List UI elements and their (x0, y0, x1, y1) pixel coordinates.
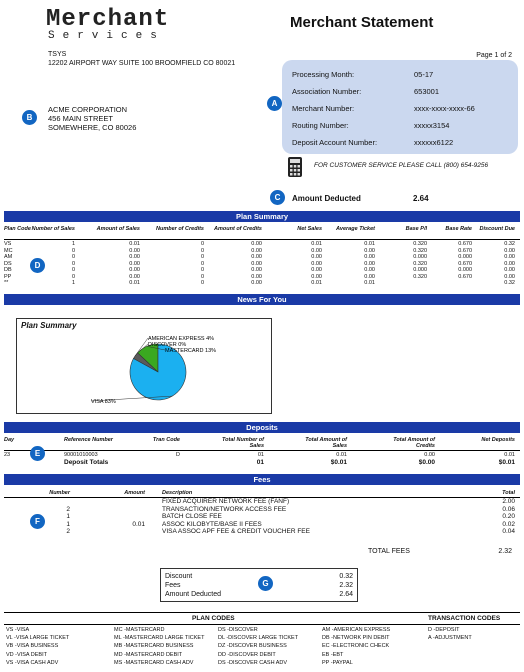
fee-header: Description (162, 490, 193, 496)
plan-cell: 0.00 (129, 273, 140, 280)
deposit-cell: 01 (257, 452, 264, 458)
plan-code-item: EB -EBT (322, 651, 344, 658)
plan-codes-title: PLAN CODES (192, 615, 235, 622)
plan-cell: 0 (200, 273, 204, 280)
total-fees-value: 2.32 (498, 548, 512, 555)
plan-code-item: DS -DISCOVER (218, 627, 258, 633)
plan-cell: 0 (200, 260, 204, 267)
deposit-cell: 23 (4, 452, 11, 458)
plan-cell: MC (4, 247, 13, 254)
page-info: Page 1 of 2 (476, 52, 512, 59)
plan-summary-bar: Plan Summary (4, 211, 520, 222)
plan-code-item: ML -MASTERCARD LARGE TICKET (114, 635, 205, 642)
deposit-totals-amount: $0.01 (330, 459, 347, 466)
plan-header-rule (4, 239, 520, 240)
pie-label: DISCOVER 0% (148, 342, 187, 348)
fee-cell: BATCH CLOSE FEE (162, 513, 222, 520)
deposit-header: Reference Number (64, 437, 113, 443)
fee-cell: 2 (66, 528, 70, 535)
sender-name: TSYS (48, 51, 67, 58)
summary-deducted-label: Amount Deducted (165, 591, 222, 598)
plan-code-item: DS -DISCOVER CASH ADV (218, 659, 288, 666)
plan-cell: 0 (71, 260, 75, 267)
plan-code-item: VS -VISA (6, 627, 30, 633)
plan-cell: 0.00 (251, 260, 262, 267)
plan-cell: 0 (200, 267, 204, 273)
info-value: 05-17 (414, 70, 434, 79)
info-label: Association Number: (292, 87, 362, 96)
plan-cell: 0.320 (413, 260, 427, 267)
plan-cell: AM (4, 254, 13, 260)
plan-cell: 0 (71, 247, 75, 254)
fee-cell: 2 (66, 505, 70, 513)
plan-cell: 0.320 (413, 273, 427, 280)
news-bar: News For You (4, 294, 520, 305)
marker-b: B (22, 110, 37, 125)
plan-code-item: AM -AMERICAN EXPRESS (322, 627, 391, 633)
calculator-icon (287, 156, 303, 178)
deposit-header: Total Amount of Credits (393, 437, 435, 449)
transaction-codes-title: TRANSACTION CODES (428, 615, 501, 622)
plan-cell: 0.320 (413, 247, 427, 254)
plan-cell: 0.01 (311, 280, 322, 286)
plan-header: Number of Credits (156, 226, 204, 232)
plan-cell: 0.00 (251, 273, 262, 280)
plan-cell: 0.00 (504, 254, 515, 260)
plan-cell: 0.00 (311, 247, 322, 254)
deposit-header: Total Amount of Sales (305, 437, 347, 449)
info-value: 653001 (414, 87, 440, 96)
plan-cell: 0.00 (311, 260, 322, 267)
plan-cell: 0.00 (251, 247, 262, 254)
plan-header: Base Rate (445, 226, 472, 232)
customer-service-text: FOR CUSTOMER SERVICE PLEASE CALL (800) 654-9256 (314, 162, 489, 169)
pie-label: VISA 83% (91, 399, 116, 405)
plan-cell: 0.00 (311, 254, 322, 260)
info-value: xxxxx3154 (414, 121, 450, 130)
plan-cell: 0.32 (504, 280, 515, 286)
plan-cell: 0.000 (413, 267, 427, 273)
plan-cell: 0.00 (129, 260, 140, 267)
plan-cell: 0.00 (129, 247, 140, 254)
sender-address: 12202 AIRPORT WAY SUITE 100 BROOMFIELD CO 80021 (48, 60, 236, 67)
statement-title: Merchant Statement (290, 14, 434, 31)
plan-cell: 0.01 (129, 241, 140, 247)
deposit-totals-net: $0.01 (498, 459, 515, 466)
plan-cell: 0.00 (364, 254, 375, 260)
fee-cell: 0.20 (502, 513, 515, 520)
plan-cell: 1 (71, 280, 75, 286)
plan-code-item: DZ -DISCOVER BUSINESS (218, 643, 287, 650)
plan-cell: 0 (71, 273, 75, 280)
plan-cell: 0.00 (504, 247, 515, 254)
plan-cell: 1 (71, 241, 75, 247)
marker-d: D (30, 258, 45, 273)
account-info-box (282, 60, 518, 154)
fee-cell: ASSOC KILOBYTE/BASE II FEES (162, 520, 262, 528)
plan-cell: 0.00 (504, 273, 515, 280)
plan-cell: 0.320 (413, 241, 427, 247)
fee-cell: 0.01 (132, 520, 145, 528)
marker-a: A (267, 96, 282, 111)
deposit-header: Day (4, 437, 15, 443)
fee-cell: 1 (66, 513, 70, 520)
marker-e: E (30, 446, 45, 461)
logo-merchant: Merchant (46, 6, 170, 33)
plan-cell: 0.000 (458, 267, 472, 273)
deposit-cell: 0.01 (336, 452, 347, 458)
info-label: Routing Number: (292, 121, 349, 130)
plan-cell: 0.00 (251, 280, 262, 286)
deposit-cell: 0.00 (424, 452, 435, 458)
plan-cell: 0.000 (458, 254, 472, 260)
info-label: Merchant Number: (292, 104, 355, 113)
summary-discount-value: 0.32 (339, 573, 353, 580)
plan-cell: 0.00 (251, 254, 262, 260)
plan-cell: VS (4, 241, 12, 247)
deposit-totals-label: Deposit Totals (64, 459, 109, 466)
fee-cell: TRANSACTION/NETWORK ACCESS FEE (162, 505, 287, 513)
plan-header: Base P/I (405, 226, 427, 232)
deposit-header: Tran Code (152, 437, 180, 443)
fees-bar: Fees (4, 474, 520, 485)
plan-cell: DB (4, 267, 12, 273)
info-value: xxxx-xxxx-xxxx-66 (414, 104, 475, 113)
pie-label: AMERICAN EXPRESS 4% (148, 336, 215, 342)
plan-code-item: DL -DISCOVER LARGE TICKET (218, 635, 299, 642)
plan-cell: 0.00 (129, 254, 140, 260)
fee-cell: 0.04 (502, 528, 515, 535)
plan-cell: 0.00 (504, 267, 515, 273)
fee-cell: 2.00 (502, 498, 515, 505)
fee-header: Number (49, 490, 70, 496)
plan-cell: 0 (200, 241, 204, 247)
plan-cell: 0.32 (504, 241, 515, 247)
footer-divider-2 (4, 624, 520, 625)
plan-cell: 0.00 (364, 273, 375, 280)
plan-cell: 0.00 (311, 267, 322, 273)
plan-code-item: MC -MASTERCARD (114, 627, 165, 633)
plan-code-item: VL -VISA LARGE TICKET (6, 635, 70, 642)
plan-cell: PP (4, 273, 12, 280)
plan-cell: 0 (200, 280, 204, 286)
info-label: Deposit Account Number: (292, 138, 378, 147)
deposit-header-rule (4, 450, 520, 451)
plan-code-item: VS -VISA CASH ADV (6, 659, 59, 666)
plan-cell: 0 (71, 267, 75, 273)
plan-header: Net Sales (297, 226, 322, 232)
info-value: xxxxxx6122 (414, 138, 454, 147)
plan-code-item: MB -MASTERCARD BUSINESS (114, 643, 194, 650)
fee-header: Total (502, 490, 515, 496)
marker-f: F (30, 514, 45, 529)
plan-cell: 0.00 (364, 247, 375, 254)
plan-cell: 0.00 (364, 267, 375, 273)
fee-cell: 0.02 (502, 520, 515, 528)
footer-divider (4, 612, 520, 613)
deposit-totals-sales: 01 (256, 459, 264, 466)
plan-code-item: MD -MASTERCARD DEBIT (114, 651, 183, 658)
recipient-city: SOMEWHERE, CO 80026 (48, 123, 137, 132)
deposit-cell: D (176, 452, 180, 458)
plan-cell: 0.01 (364, 280, 375, 286)
plan-cell: 0.00 (504, 260, 515, 267)
plan-header: Number of Sales (31, 226, 75, 232)
deposit-cell: 0.01 (504, 452, 515, 458)
deposit-totals-credits: $0.00 (418, 459, 435, 466)
plan-cell: 0.000 (413, 254, 427, 260)
transaction-code-item: A -ADJUSTMENT (428, 635, 472, 642)
plan-cell: 0.670 (458, 241, 472, 247)
summary-fees-label: Fees (165, 582, 181, 589)
fee-cell: 1 (66, 520, 70, 528)
plan-header: Plan Code (4, 226, 31, 232)
plan-code-item: EC -ELECTRONIC CHECK (322, 643, 390, 650)
amount-deducted-label: Amount Deducted (292, 194, 361, 203)
plan-code-item: MS -MASTERCARD CASH ADV (114, 659, 194, 666)
plan-cell: 0.00 (129, 267, 140, 273)
summary-deducted-value: 2.64 (339, 591, 353, 598)
plan-cell: DS (4, 260, 12, 267)
summary-discount-label: Discount (165, 573, 193, 580)
amount-deducted-value: 2.64 (413, 194, 429, 203)
plan-cell: 0.01 (364, 241, 375, 247)
plan-cell: ** (4, 280, 9, 286)
deposit-header: Total Number of Sales (222, 437, 264, 449)
transaction-code-item: D -DEPOSIT (428, 627, 460, 633)
plan-cell: 0.00 (364, 260, 375, 267)
plan-cell: 0.670 (458, 247, 472, 254)
plan-code-item: VD -VISA DEBIT (6, 651, 47, 658)
total-fees-label: TOTAL FEES (368, 548, 410, 555)
deposit-header: Net Deposits (481, 437, 515, 443)
chart-title: Plan Summary (21, 321, 77, 330)
deposits-bar: Deposits (4, 422, 520, 433)
recipient-name: ACME CORPORATION (48, 105, 128, 114)
plan-cell: 0.670 (458, 260, 472, 267)
plan-cell: 0 (200, 254, 204, 260)
pie-chart (17, 319, 273, 415)
plan-header: Amount of Sales (96, 226, 140, 232)
plan-cell: 0.01 (311, 241, 322, 247)
plan-code-item: VB -VISA BUSINESS (6, 643, 59, 650)
info-label: Processing Month: (292, 70, 355, 79)
plan-cell: 0.00 (311, 273, 322, 280)
plan-cell: 0.00 (251, 241, 262, 247)
marker-c: C (270, 190, 285, 205)
plan-code-item: PP -PAYPAL (322, 659, 353, 666)
summary-fees-value: 2.32 (339, 582, 353, 589)
plan-cell: 0 (200, 247, 204, 254)
plan-code-item: DB -NETWORK PIN DEBIT (322, 635, 390, 642)
plan-cell: 0.00 (251, 267, 262, 273)
plan-code-item: DD -DISCOVER DEBIT (218, 651, 276, 658)
fee-cell: 0.06 (502, 505, 515, 513)
fee-header: Amount (124, 490, 145, 496)
plan-cell: 0 (71, 254, 75, 260)
plan-header: Discount Due (479, 226, 515, 232)
recipient-street: 456 MAIN STREET (48, 114, 114, 123)
fee-cell: VISA ASSOC APF FEE & CREDIT VOUCHER FEE (162, 528, 310, 535)
plan-cell: 0.670 (458, 273, 472, 280)
plan-summary-chart-box (16, 318, 272, 414)
marker-g: G (258, 576, 273, 591)
pie-label: MASTERCARD 13% (165, 348, 217, 354)
logo-services: Services (48, 30, 165, 42)
plan-header: Amount of Credits (214, 226, 262, 232)
deposit-cell: 90001010003 (64, 452, 98, 458)
plan-header: Average Ticket (335, 226, 375, 232)
plan-cell: 0.01 (129, 280, 140, 286)
fee-cell: FIXED ACQUIRER NETWORK FEE (FANF) (162, 498, 290, 505)
